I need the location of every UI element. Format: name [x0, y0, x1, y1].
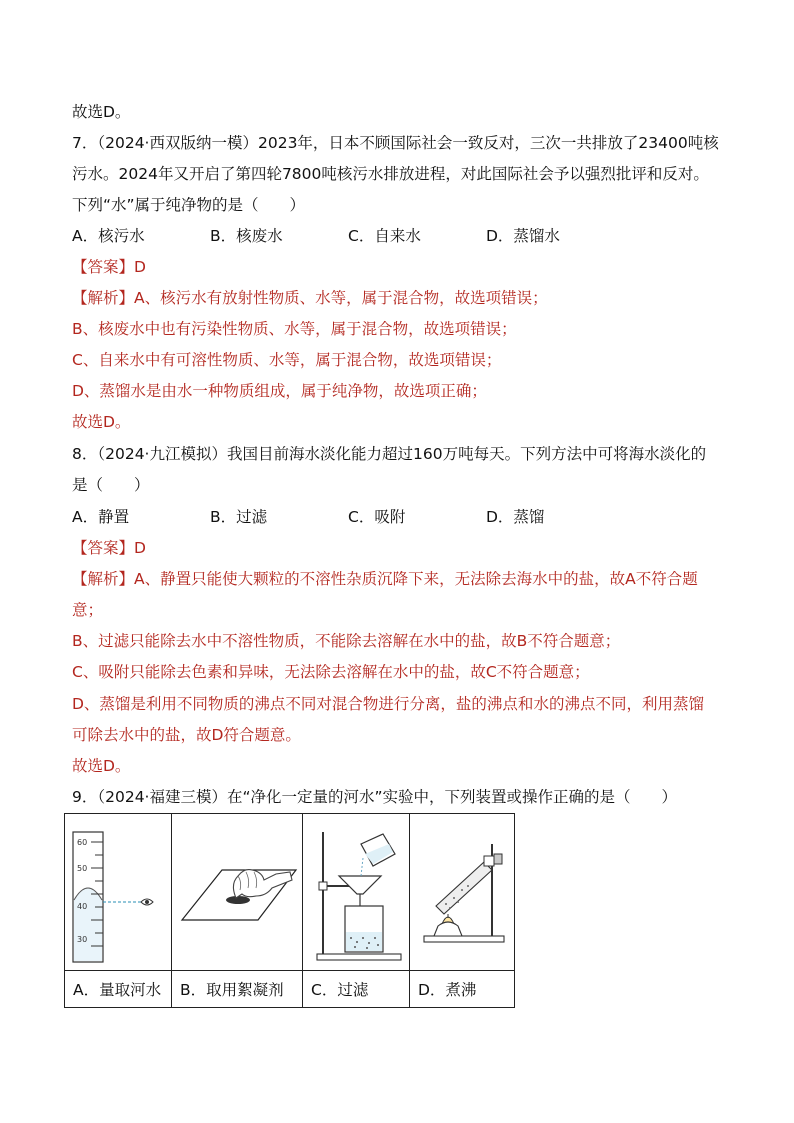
q9-figure-table: [64, 813, 515, 1008]
q8-analysis-line-4: C、吸附只能除去色素和异味，无法除去溶解在水中的盐，故C不符合题意；: [72, 663, 590, 681]
q8-analysis-line-1: 【解析】A、静置只能使大颗粒的不溶性杂质沉降下来，无法除去海水中的盐，故A不符合题: [72, 570, 698, 588]
figure-cell-c: [303, 814, 410, 971]
q7-option-d: D．蒸馏水: [486, 227, 560, 245]
q8-option-a: A．静置: [72, 508, 130, 526]
q7-option-a: A．核污水: [72, 227, 145, 245]
caption-c: C．过滤: [303, 971, 410, 1008]
q8-answer: 【答案】D: [72, 539, 146, 557]
q7-answer: 【答案】D: [72, 258, 146, 276]
q7-stem-line-1: 7．（2024·西双版纳一模）2023年，日本不顾国际社会一致反对，三次一共排放了23400吨核: [72, 134, 719, 152]
figure-cell-d: [410, 814, 515, 971]
q7-stem-line-3: 下列“水”属于纯净物的是（ ）: [72, 196, 306, 214]
q7-option-b: B．核废水: [210, 227, 283, 245]
caption-b: B．取用絮凝剂: [172, 971, 303, 1008]
filtration-illustration: [303, 814, 409, 970]
q7-conclusion: 故选D。: [72, 413, 131, 431]
cylinder-tick-50: 50: [77, 864, 88, 873]
caption-a: A．量取河水: [65, 971, 172, 1008]
q8-options: [72, 506, 712, 528]
q8-option-b: B．过滤: [210, 508, 268, 526]
figure-cell-b: [172, 814, 303, 971]
graduated-cylinder-illustration: [65, 814, 171, 970]
q7-option-c: C．自来水: [348, 227, 421, 245]
q7-analysis-line-2: B、核废水中也有污染性物质、水等，属于混合物，故选项错误；: [72, 320, 517, 338]
flocculant-hand-illustration: [172, 814, 302, 970]
q8-option-c: C．吸附: [348, 508, 406, 526]
q8-analysis-line-3: B、过滤只能除去水中不溶性物质，不能除去溶解在水中的盐，故B不符合题意；: [72, 632, 621, 650]
q7-analysis-line-1: 【解析】A、核污水有放射性物质、水等，属于混合物，故选项错误；: [72, 289, 548, 307]
q8-conclusion: 故选D。: [72, 757, 131, 775]
q8-stem-line-1: 8．（2024·九江模拟）我国目前海水淡化能力超过160万吨每天。下列方法中可将海水淡化的: [72, 445, 707, 463]
q8-option-d: D．蒸馏: [486, 508, 545, 526]
q8-analysis-line-6: 可除去水中的盐，故D符合题意。: [72, 726, 301, 744]
q8-analysis-line-5: D、蒸馏是利用不同物质的沸点不同对混合物进行分离，盐的沸点和水的沸点不同，利用蒸馏: [72, 695, 704, 713]
q9-stem-line-1: 9．（2024·福建三模）在“净化一定量的河水”实验中，下列装置或操作正确的是（ ）: [72, 788, 678, 806]
boiling-illustration: [410, 814, 514, 970]
cylinder-tick-30: 30: [77, 935, 88, 944]
q7-options: [72, 225, 712, 247]
q8-analysis-line-2: 意；: [72, 601, 104, 619]
q7-analysis-line-3: C、自来水中有可溶性物质、水等，属于混合物，故选项错误；: [72, 351, 502, 369]
q7-analysis-line-4: D、蒸馏水是由水一种物质组成，属于纯净物，故选项正确；: [72, 382, 487, 400]
caption-d: D．煮沸: [410, 971, 515, 1008]
cylinder-tick-40: 40: [77, 902, 88, 911]
previous-conclusion: 故选D。: [72, 103, 131, 121]
q8-stem-line-2: 是（ ）: [72, 476, 150, 494]
q7-stem-line-2: 污水。2024年又开启了第四轮7800吨核污水排放进程，对此国际社会予以强烈批评和反对。: [72, 165, 709, 183]
figure-cell-a: [65, 814, 172, 971]
cylinder-tick-60: 60: [77, 838, 88, 847]
